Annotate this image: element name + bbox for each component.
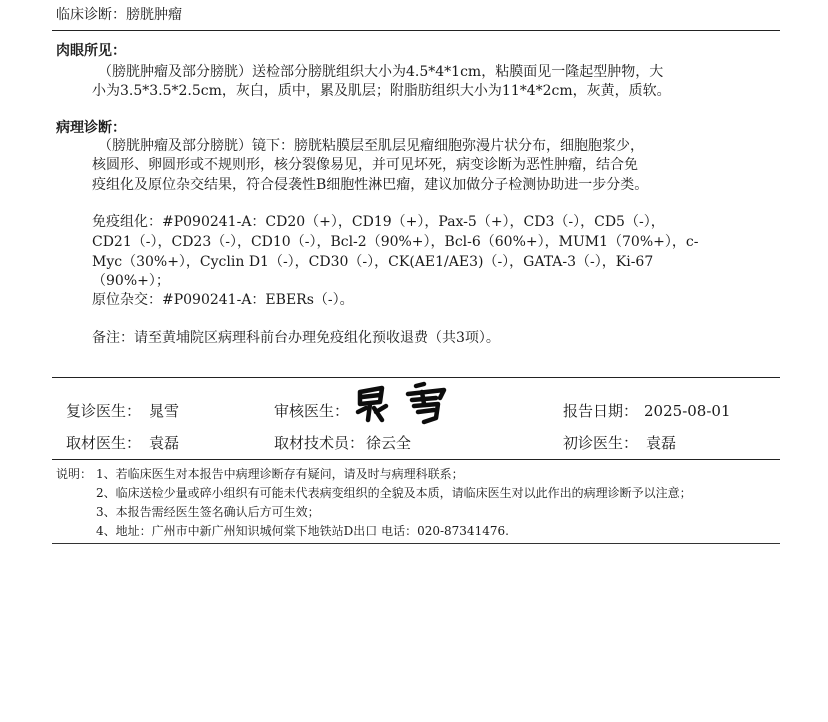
diagnosis-line-3: 疫组化及原位杂交结果，符合侵袭性B细胞性淋巴瘤，建议加做分子检测协助进一步分类。 — [92, 177, 649, 193]
report-date-value: 2025-08-01 — [644, 402, 731, 420]
pathology-diagnosis-title: 病理诊断： — [56, 120, 126, 136]
review-doctor-name: 晁雪 — [149, 402, 180, 420]
note-item-2: 2、临床送检少量或碎小组织有可能未代表病变组织的全貌及本质，请临床医生对以此作出的病理诊断予以注意； — [96, 486, 692, 500]
initial-doctor-label: 初诊医生： — [563, 434, 639, 452]
notes-top-divider — [52, 459, 780, 460]
notes-bottom-divider — [52, 543, 780, 544]
gross-findings-line-1: （膀胱肿瘤及部分膀胱）送检部分膀胱组织大小为4.5*4*1cm，粘膜面见一隆起型肿物，大 — [98, 64, 664, 80]
notes-label: 说明： — [56, 467, 93, 481]
ihc-line-2: CD21（-），CD23（-），CD10（-），Bcl-2（90%+），Bcl-6（60%+），MUM1（70%+），c- — [92, 234, 699, 250]
note-item-3: 3、本报告需经医生签名确认后方可生效； — [96, 505, 320, 519]
initial-doctor-name: 袁磊 — [646, 434, 677, 452]
audit-doctor-signature — [352, 378, 472, 426]
initial-doctor — [563, 432, 676, 453]
sampling-tech-name: 徐云全 — [366, 434, 412, 452]
gross-findings-line-2: 小为3.5*3.5*2.5cm，灰白，质中，累及肌层；附脂肪组织大小为11*4*2cm，灰黄，质软。 — [92, 83, 671, 99]
diagnosis-line-2: 核圆形、卵圆形或不规则形，核分裂像易见，并可见坏死，病变诊断为恶性肿瘤，结合免 — [92, 157, 638, 173]
sampling-doctor-name: 袁磊 — [149, 434, 180, 452]
ihc-line-3: Myc（30%+），Cyclin D1（-），CD30（-），CK(AE1/AE3)（-），GATA-3（-），Ki-67 — [92, 254, 654, 270]
audit-doctor-label: 审核医生： — [274, 402, 350, 420]
sampling-tech — [274, 432, 411, 453]
sampling-doctor — [66, 432, 179, 453]
report-date-label: 报告日期： — [563, 402, 639, 420]
clinical-diagnosis-label: 临床诊断： — [56, 7, 126, 23]
clinical-diagnosis-value: 膀胱肿瘤 — [126, 7, 182, 23]
ihc-line-1: 免疫组化：#P090241-A：CD20（+），CD19（+），Pax-5（+），CD3（-），CD5（-）， — [92, 214, 665, 230]
ihc-line-4: （90%+）； — [92, 273, 170, 289]
header-divider — [52, 30, 780, 31]
diagnosis-line-1: （膀胱肿瘤及部分膀胱）镜下：膀胱粘膜层至肌层见瘤细胞弥漫片状分布，细胞胞浆少， — [98, 138, 644, 154]
sampling-doctor-label: 取材医生： — [66, 434, 142, 452]
review-doctor — [66, 400, 179, 421]
ish-line: 原位杂交：#P090241-A：EBERs（-）。 — [92, 292, 354, 308]
remark-line: 备注：请至黄埔院区病理科前台办理免疫组化预收退费（共3项）。 — [92, 330, 500, 346]
report-date — [563, 400, 731, 421]
note-item-1: 1、若临床医生对本报告中病理诊断存有疑问，请及时与病理科联系； — [96, 467, 464, 481]
review-doctor-label: 复诊医生： — [66, 402, 142, 420]
clinical-diagnosis — [56, 4, 182, 24]
sampling-tech-label: 取材技术员： — [274, 434, 365, 452]
note-item-4: 4、地址：广州市中新广州知识城何棠下地铁站D出口 电话：020-87341476. — [96, 524, 509, 538]
gross-findings-title: 肉眼所见： — [56, 43, 126, 59]
